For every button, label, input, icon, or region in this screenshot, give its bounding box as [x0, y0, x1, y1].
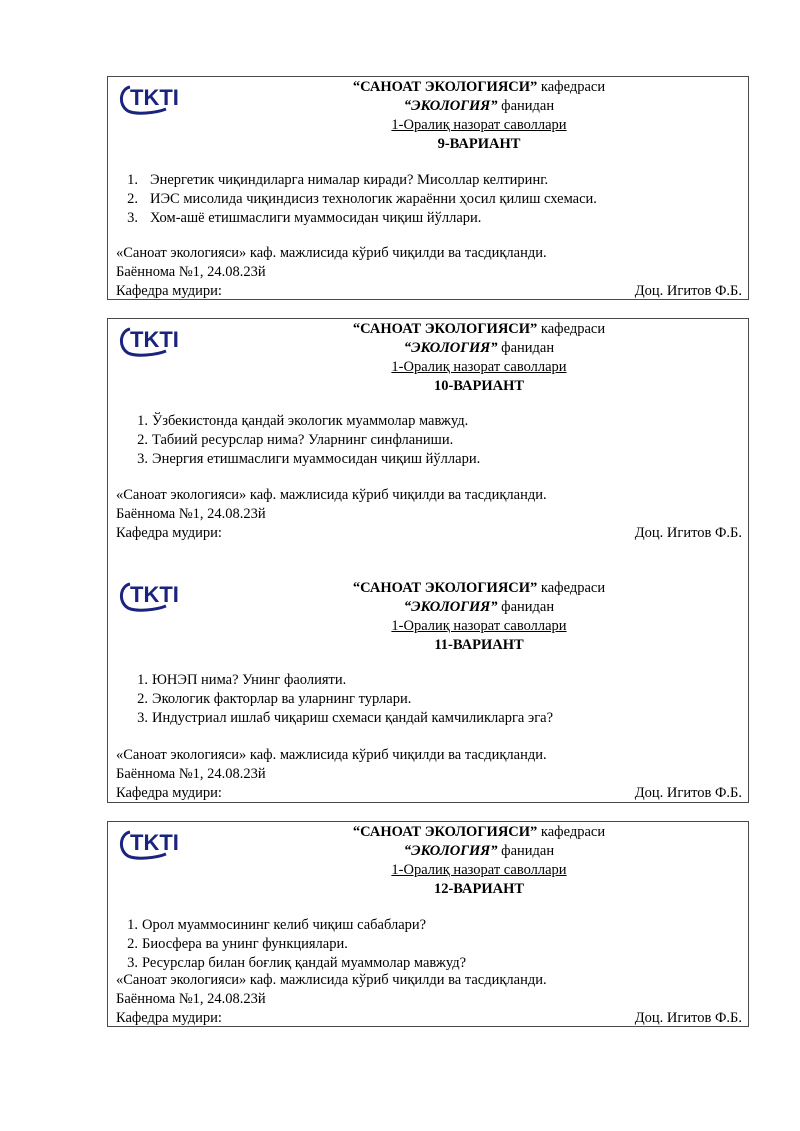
head-label: Кафедра мудири:	[116, 1010, 222, 1026]
head-label: Кафедра мудири:	[116, 785, 222, 801]
approval-text: «Саноат экологияси» каф. мажлисида кўриб чиқилди ва тасдиқланди.	[116, 245, 547, 261]
variant-title: 10-ВАРИАНТ	[433, 378, 525, 394]
approval-text: «Саноат экологияси» каф. мажлисида кўриб чиқилди ва тасдиқланди.	[116, 487, 547, 503]
head-name: Доц. Игитов Ф.Б.	[634, 785, 742, 801]
card-header	[108, 579, 748, 655]
subject-line: “ЭКОЛОГИЯ” фанидан	[403, 340, 555, 356]
approval-text: «Саноат экологияси» каф. мажлисида кўриб чиқилди ва тасдиқланди.	[116, 972, 547, 988]
svg-text:TKTI: TKTI	[130, 830, 179, 855]
question-item: 1. Энергетик чиқиндиларга нималар киради? Мисоллар келтиринг.	[127, 172, 549, 188]
question-item: 2. Табиий ресурслар нима? Уларнинг синфланиши.	[137, 432, 454, 448]
svg-text:TKTI: TKTI	[130, 582, 179, 607]
head-label: Кафедра мудири:	[116, 525, 222, 541]
approval-text: «Саноат экологияси» каф. мажлисида кўриб чиқилди ва тасдиқланди.	[116, 747, 547, 763]
exam-card-variant-9	[107, 76, 749, 300]
exam-title: 1-Оралиқ назорат саволлари	[391, 862, 567, 878]
card-footer	[116, 486, 742, 543]
question-item: 2. Экологик факторлар ва уларнинг турлари.	[137, 691, 412, 707]
subject-line: “ЭКОЛОГИЯ” фанидан	[403, 98, 555, 114]
department-line: “САНОАТ ЭКОЛОГИЯСИ” кафедраси	[352, 824, 606, 840]
subject-line: “ЭКОЛОГИЯ” фанидан	[403, 599, 555, 615]
exam-title: 1-Оралиқ назорат саволлари	[391, 117, 567, 133]
head-name: Доц. Игитов Ф.Б.	[634, 1010, 742, 1026]
card-footer	[116, 746, 742, 803]
card-header	[108, 823, 748, 899]
department-line: “САНОАТ ЭКОЛОГИЯСИ” кафедраси	[352, 580, 606, 596]
question-list	[108, 412, 480, 469]
question-item: 3. Энергия етишмаслиги муаммосидан чиқиш йўллари.	[137, 451, 481, 467]
question-list	[108, 671, 553, 728]
question-item: 3. Индустриал ишлаб чиқариш схемаси қандай камчиликларга эга?	[137, 710, 554, 726]
card-footer	[116, 971, 742, 1028]
card-header	[108, 320, 748, 396]
protocol-text: Баённома №1, 24.08.23й	[116, 264, 266, 280]
protocol-text: Баённома №1, 24.08.23й	[116, 766, 266, 782]
question-list	[108, 171, 597, 228]
card-footer	[116, 244, 742, 301]
protocol-text: Баённома №1, 24.08.23й	[116, 991, 266, 1007]
exam-title: 1-Оралиқ назорат саволлари	[391, 359, 567, 375]
question-item: 3. Хом-ашё етишмаслиги муаммосидан чиқиш йўллари.	[127, 210, 482, 226]
variant-title: 9-ВАРИАНТ	[437, 136, 521, 152]
head-name: Доц. Игитов Ф.Б.	[634, 283, 742, 299]
exam-card-variant-10	[107, 318, 749, 561]
question-item: 3. Ресурслар билан боғлиқ қандай муаммолар мавжуд?	[127, 955, 467, 971]
question-list	[108, 916, 466, 973]
exam-card-variant-12	[107, 821, 749, 1027]
svg-text:TKTI: TKTI	[130, 327, 179, 352]
exam-title: 1-Оралиқ назорат саволлари	[391, 618, 567, 634]
department-line: “САНОАТ ЭКОЛОГИЯСИ” кафедраси	[352, 79, 606, 95]
head-label: Кафедра мудири:	[116, 283, 222, 299]
question-item: 1. ЮНЭП нима? Унинг фаолияти.	[137, 672, 347, 688]
question-item: 2. Биосфера ва унинг функциялари.	[127, 936, 348, 952]
question-item: 1. Орол муаммосининг келиб чиқиш сабаблари?	[127, 917, 427, 933]
protocol-text: Баённома №1, 24.08.23й	[116, 506, 266, 522]
variant-title: 12-ВАРИАНТ	[433, 881, 525, 897]
question-item: 2. ИЭС мисолида чиқиндисиз технологик жараённи ҳосил қилиш схемаси.	[127, 191, 597, 207]
exam-card-variant-11	[107, 560, 749, 803]
question-item: 1. Ўзбекистонда қандай экологик муаммолар мавжуд.	[137, 413, 469, 429]
card-header	[108, 78, 748, 154]
head-name: Доц. Игитов Ф.Б.	[634, 525, 742, 541]
subject-line: “ЭКОЛОГИЯ” фанидан	[403, 843, 555, 859]
department-line: “САНОАТ ЭКОЛОГИЯСИ” кафедраси	[352, 321, 606, 337]
svg-text:TKTI: TKTI	[130, 85, 179, 110]
variant-title: 11-ВАРИАНТ	[434, 637, 524, 653]
